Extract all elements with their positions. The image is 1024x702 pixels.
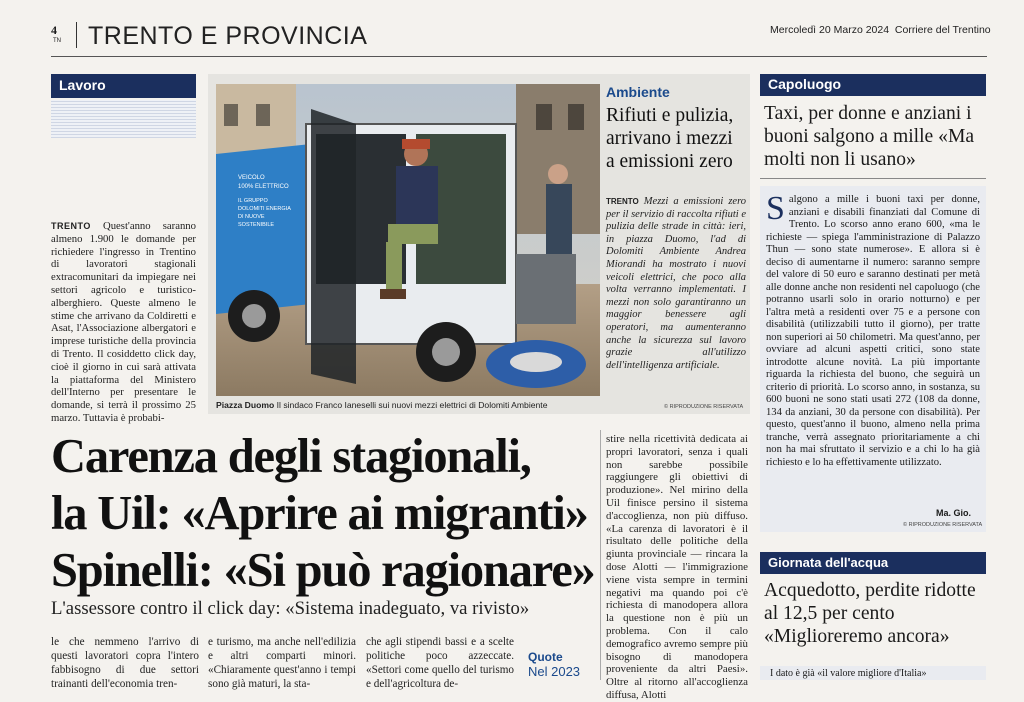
caption-text: Il sindaco Franco Ianeselli sui nuovi mezzi elettrici di Dolomiti Ambiente [276, 400, 548, 410]
capoluogo-body: algono a mille i buoni taxi per donne, anziani e disabili finanziati dal Comune di Trento. Lo scorso anno erano 600, «ma le richieste — spiega l'amministrazione di Palazzo Thun — sono state numerose». E allora si è deciso di aumentarne il numero: saranno sempre del valore di 50 euro e saranno destinati per metà alle donne anche non residenti nel capoluogo (che potranno usarli solo in orario notturno) e per l'altra metà a residenti over 75 e a persone con disabilità (utilizzabili tutto il giorno), per tratte non superiori ai 50 chilometri. Ma quest'anno, per ovviare ad alcuni aspetti critici, sono state introdotte alcune novità. La più importante riguarda la richiesta del buono, che seguirà un criterio di priorità. Lo scorso anno, in sostanza, su 600 buoni ne sono stati usati 272 (108 da donne, 134 da anziani, 30 da persone con disabilità). Per questo, quest'anno il buono, almeno nella prima tranche, verrà assegnato prioritariamente a chi non ha mai sfruttato il servizio e a chi lo ha già richiesto e lo ha effettivamente utilizzato. [766, 194, 980, 468]
caption-location: Piazza Duomo [216, 400, 275, 410]
page-edition: TN [53, 38, 61, 44]
main-story-column-1: le che nemmeno l'arrivo di questi lavoratori copra l'intero fabbisogno di due settori trainanti dell'economia tren- [51, 636, 199, 691]
dateline: TRENTO [606, 197, 639, 206]
kicker-decoration [51, 100, 196, 138]
capoluogo-rule [760, 178, 986, 179]
capoluogo-article-text [766, 190, 980, 469]
headline-line-2: la Uil: «Aprire ai migranti» [51, 487, 588, 540]
news-photo [216, 84, 600, 396]
lavoro-article-text [51, 220, 196, 425]
kicker-acqua: Giornata dell'acqua [760, 552, 986, 574]
quote-label: Quote [528, 650, 563, 664]
rights-note: © RIPRODUZIONE RISERVATA [903, 522, 983, 528]
ambiente-title: Rifiuti e pulizia, arrivano i mezzi a emissioni zero [606, 105, 734, 172]
masthead-divider [76, 22, 77, 48]
author-signature: Ma. Gio. [936, 508, 972, 518]
svg-text:100% ELETTRICO: 100% ELETTRICO [238, 184, 289, 190]
dateline: TRENTO [51, 221, 91, 231]
svg-text:DOLOMITI ENERGIA: DOLOMITI ENERGIA [238, 206, 291, 212]
main-story-continued-text: stire nella ricettività dedicata ai propri lavoratori, senza i quali non sarebbe possibile raggiungere gli obiettivi di produzione». Nel mirino della Uil finisce persino il sistema d'accoglienza, non più diffuso. «La carenza di lavoratori è il risultato delle politiche della giunta provinciale — rincara la dose Alotti — l'immigrazione viene vista sempre in termini negativi ma quando poi c'è richiesta di manodopera allora la questione non è più un problema. Con il calo demografico avremo sempre più bisogno di manodopera proveniente da altri Paesi». Oltre al ritorno all'accoglienza diffusa, Alotti [606, 433, 748, 701]
capoluogo-title: Taxi, per donne e anziani i buoni salgono a mille «Ma molti non li usano» [764, 103, 975, 170]
masthead-date [770, 24, 991, 36]
masthead [0, 0, 1024, 60]
svg-text:VEICOLO: VEICOLO [238, 175, 265, 181]
date: Mercoledì 20 Marzo 2024 [770, 24, 890, 36]
quote-year: Nel 2023 [528, 664, 581, 679]
photo-caption [216, 400, 600, 410]
main-story-column-2: e turismo, ma anche nell'edilizia e altri comparti minori. «Chiaramente quest'anno i tempi sono già maturi, la sta- [208, 636, 356, 691]
kicker-lavoro: Lavoro [51, 74, 196, 98]
main-deck: L'assessore contro il click day: «Sistema inadeguato, va rivisto» [51, 598, 530, 619]
main-story-column-3: che agli stipendi bassi e a scelte politiche poco azzeccate. «Settori come quello del turismo e dell'agricoltura de- [366, 636, 514, 691]
acqua-title: Acquedotto, perdite ridotte al 12,5 per cento «Miglioreremo ancora» [764, 580, 976, 647]
svg-text:DI NUOVE: DI NUOVE [238, 214, 265, 220]
section-title: TRENTO E PROVINCIA [88, 22, 368, 50]
acqua-body-start: I dato è già «il valore migliore d'Italia» [770, 668, 927, 679]
paper-name: Corriere del Trentino [894, 24, 991, 36]
lavoro-body: Quest'anno saranno almeno 1.900 le domande per richiedere l'ingresso in Trentino di lavoratori stagionali extracomunitari da impiegare nei settori agricolo e turistico-alberghiero. Queste almeno le stime che arrivano da Coldiretti e Asat, l'Associazione albergatori e imprese turistiche della provincia di Trento. Il cosiddetto click day, cioè il giorno in cui sarà attivata la piattaforma del Ministero dell'Interno per presentare le domande, si terrà il prossimo 25 marzo. Tuttavia è probabi- [51, 220, 196, 424]
svg-text:IL GRUPPO: IL GRUPPO [238, 198, 268, 204]
electric-sweeper-photo [216, 84, 600, 396]
headline-line-1: Carenza degli stagionali, [51, 430, 531, 483]
kicker-ambiente: Ambiente [606, 84, 670, 100]
rights-note: © RIPRODUZIONE RISERVATA [664, 404, 744, 410]
kicker-capoluogo: Capoluogo [760, 74, 986, 96]
masthead-rule [51, 56, 987, 57]
ambiente-body: Mezzi a emissioni zero per il servizio di raccolta rifiuti e pulizia delle strade in città: ieri, in piazza Duomo, l'ad di Dolomiti Ambiente Andrea Miorandi ha mostrato i nuovi veicoli elettrici, che poco alla volta verranno implementati. I mezzi non solo garantiranno un maggior benessere agli operatori, ma aumenteranno anche la sicurezza sul lavoro grazie all'utilizzo dell'intelligenza artificiale. [606, 196, 747, 371]
dropcap: S [766, 190, 785, 227]
ambiente-article-text [606, 196, 746, 372]
column-divider [600, 430, 601, 680]
headline-line-3: Spinelli: «Si può ragionare» [51, 544, 595, 597]
svg-text:SOSTENIBILE: SOSTENIBILE [238, 222, 275, 228]
main-headline [51, 428, 611, 599]
page-number: 4 [51, 23, 57, 37]
